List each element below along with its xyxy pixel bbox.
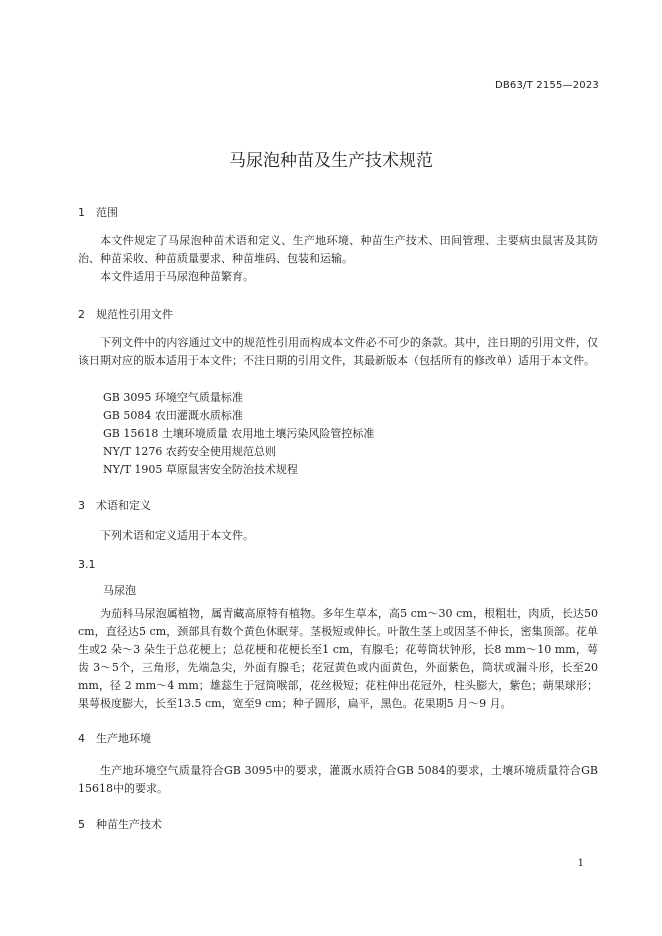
term-definition: 为茄科马尿泡属植物，属青藏高原特有植物。多年生草本，高5 cm～30 cm，根粗壮，肉质，长达50 cm，直径达5 cm，颈部具有数个黄色休眠芽。茎极短或伸长。叶散生茎上或因茎不伸长，密集顶部。花单生或2 朵～3 朵生于总花梗上；总花梗和花梗长至1 cm，有腺毛；花萼筒状钟形，长8 mm～10 mm，萼齿 3～5个，三角形，先端急尖，外面有腺毛；花冠黄色或内面黄色，外面紫色，筒状或漏斗形，长至20 mm，径 2 mm～4 mm；雄蕊生于冠筒喉部，花丝极短；花柱伸出花冠外，柱头膨大，紫色；蒴果球形；果萼极度膨大，长至13.5 cm，宽至9 cm；种子圆形，扁平，黑色。花果期5 月～9 月。 xyxy=(78,607,598,710)
scope-paragraph: 本文件规定了马尿泡种苗术语和定义、生产地环境、种苗生产技术、田间管理、主要病虫鼠害及其防治、种苗采收、种苗质量要求、种苗堆码、包装和运输。 xyxy=(78,234,598,265)
section-heading-seedling-production xyxy=(78,816,162,832)
reference-item: NY/T 1276 农药安全使用规范总则 xyxy=(103,445,276,458)
section-title: 规范性引用文件 xyxy=(96,308,173,321)
section-number: 3 xyxy=(78,499,85,512)
section-number: 2 xyxy=(78,308,85,321)
section-title: 范围 xyxy=(96,206,118,219)
environment-paragraph: 生产地环境空气质量符合GB 3095中的要求，灌溉水质符合GB 5084的要求，土壤环境质量符合GB 15618中的要求。 xyxy=(78,764,598,795)
section-heading-terms xyxy=(78,497,151,513)
reference-item: NY/T 1905 草原鼠害安全防治技术规程 xyxy=(103,463,298,476)
section-number: 1 xyxy=(78,206,85,219)
references-intro-paragraph: 下列文件中的内容通过文中的规范性引用而构成本文件必不可少的条款。其中，注日期的引用文件，仅该日期对应的版本适用于本文件；不注日期的引用文件，其最新版本（包括所有的修改单）适用于本文件。 xyxy=(78,336,598,367)
section-heading-normative-references xyxy=(78,306,173,322)
section-heading-environment xyxy=(78,730,151,746)
section-title: 生产地环境 xyxy=(96,732,151,745)
section-title: 术语和定义 xyxy=(96,499,151,512)
reference-item: GB 3095 环境空气质量标准 xyxy=(103,391,243,404)
section-number: 5 xyxy=(78,818,85,831)
terms-intro-paragraph: 下列术语和定义适用于本文件。 xyxy=(100,529,254,542)
page-number: 1 xyxy=(577,858,584,869)
term-name: 马尿泡 xyxy=(103,584,136,597)
reference-item: GB 15618 土壤环境质量 农用地土壤污染风险管控标准 xyxy=(103,427,375,440)
section-title: 种苗生产技术 xyxy=(96,818,162,831)
reference-item: GB 5084 农田灌溉水质标准 xyxy=(103,409,243,422)
section-number: 4 xyxy=(78,732,85,745)
section-heading-scope xyxy=(78,204,118,220)
clause-number: 3.1 xyxy=(78,558,96,571)
document-title: 马尿泡种苗及生产技术规范 xyxy=(229,151,433,171)
document-code: DB63/T 2155—2023 xyxy=(494,80,599,91)
scope-paragraph-applicability: 本文件适用于马尿泡种苗繁育。 xyxy=(100,270,254,283)
